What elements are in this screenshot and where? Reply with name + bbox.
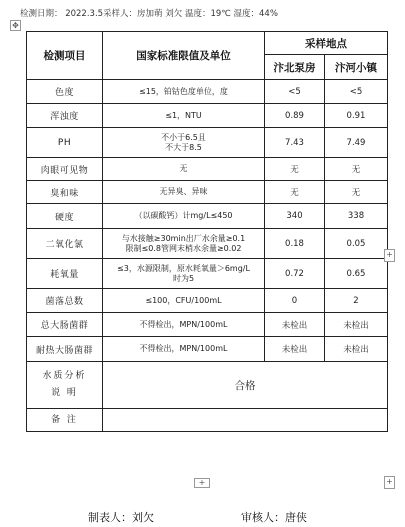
site-2-value-cell: 338 xyxy=(325,204,388,229)
standard-cell: ≤15，铂钴色度单位，度 xyxy=(103,80,265,104)
site-2-value-cell: 无 xyxy=(325,181,388,204)
standard-cell: 不小于6.5且 不大于8.5 xyxy=(103,128,265,158)
site-1-value-cell: 0.72 xyxy=(265,259,325,289)
table-row xyxy=(27,158,388,181)
header-info: 检测日期： 2022.3.5采样人：房加萌 刘欠 温度：19℃ 湿度：44% xyxy=(20,9,278,19)
item-cell: 耗氧量 xyxy=(27,259,103,289)
table-maker: 制表人：刘欠 xyxy=(88,511,154,524)
standard-cell: 不得检出，MPN/100mL xyxy=(103,313,265,337)
standard-cell: ≤1，NTU xyxy=(103,104,265,128)
col-header-site-2: 汴河小镇 xyxy=(325,55,388,80)
standard-cell: （以碳酸钙）计mg/L≤450 xyxy=(103,204,265,229)
table-row xyxy=(27,80,388,104)
table-row xyxy=(27,181,388,204)
table-resize-handle-icon[interactable]: + xyxy=(384,476,395,489)
col-header-site-1: 汴北泵房 xyxy=(265,55,325,80)
standard-cell: ≤3，水源限制，原水耗氧量＞6mg/L 时为5 xyxy=(103,259,265,289)
site-1-value-cell: 未检出 xyxy=(265,313,325,337)
item-cell: PH xyxy=(27,128,103,158)
site-1-value-cell: 0.18 xyxy=(265,229,325,259)
site-1-value-cell: 无 xyxy=(265,158,325,181)
site-2-value-cell: 2 xyxy=(325,289,388,313)
standard-cell: ≤100，CFU/100mL xyxy=(103,289,265,313)
item-cell: 菌落总数 xyxy=(27,289,103,313)
table-row xyxy=(27,128,388,158)
item-cell: 耐热大肠菌群 xyxy=(27,337,103,362)
site-2-value-cell: 0.91 xyxy=(325,104,388,128)
notes-value xyxy=(103,409,388,432)
site-2-value-cell: 无 xyxy=(325,158,388,181)
col-header-standard: 国家标准限值及单位 xyxy=(103,32,265,80)
site-1-value-cell: 0 xyxy=(265,289,325,313)
table-row xyxy=(27,337,388,362)
site-2-value-cell: 0.65 xyxy=(325,259,388,289)
standard-cell: 不得检出，MPN/100mL xyxy=(103,337,265,362)
site-1-value-cell: 0.89 xyxy=(265,104,325,128)
item-cell: 臭和味 xyxy=(27,181,103,204)
item-cell: 肉眼可见物 xyxy=(27,158,103,181)
standard-cell: 无异臭、异味 xyxy=(103,181,265,204)
site-1-value-cell: 7.43 xyxy=(265,128,325,158)
table-row xyxy=(27,289,388,313)
analysis-label: 水质分析 说 明 xyxy=(27,362,103,409)
table-row xyxy=(27,229,388,259)
item-cell: 二氧化氯 xyxy=(27,229,103,259)
standard-cell: 无 xyxy=(103,158,265,181)
notes-label: 备 注 xyxy=(27,409,103,432)
site-1-value-cell: 未检出 xyxy=(265,337,325,362)
site-2-value-cell: 未检出 xyxy=(325,313,388,337)
column-resize-handle-icon[interactable]: + xyxy=(384,249,395,262)
site-1-value-cell: <5 xyxy=(265,80,325,104)
site-2-value-cell: <5 xyxy=(325,80,388,104)
item-cell: 浑浊度 xyxy=(27,104,103,128)
table-row xyxy=(27,204,388,229)
table-reviewer: 审核人：唐侠 xyxy=(241,511,307,524)
col-header-item: 检测项目 xyxy=(27,32,103,80)
water-quality-table xyxy=(26,31,388,432)
notes-row xyxy=(27,409,388,432)
analysis-row xyxy=(27,362,388,409)
site-1-value-cell: 340 xyxy=(265,204,325,229)
analysis-value: 合格 xyxy=(103,362,388,409)
site-2-value-cell: 未检出 xyxy=(325,337,388,362)
item-cell: 色度 xyxy=(27,80,103,104)
table-row xyxy=(27,104,388,128)
col-header-sampling-site: 采样地点 xyxy=(265,32,388,55)
table-row xyxy=(27,313,388,337)
table-move-handle-icon[interactable]: ✥ xyxy=(10,20,21,31)
site-2-value-cell: 7.49 xyxy=(325,128,388,158)
item-cell: 总大肠菌群 xyxy=(27,313,103,337)
site-1-value-cell: 无 xyxy=(265,181,325,204)
table-row xyxy=(27,259,388,289)
item-cell: 硬度 xyxy=(27,204,103,229)
add-row-handle-icon[interactable]: + xyxy=(194,478,210,488)
standard-cell: 与水接触≥30min出厂水余量≥0.1 限制≤0.8管网末梢水余量≥0.02 xyxy=(103,229,265,259)
site-2-value-cell: 0.05 xyxy=(325,229,388,259)
